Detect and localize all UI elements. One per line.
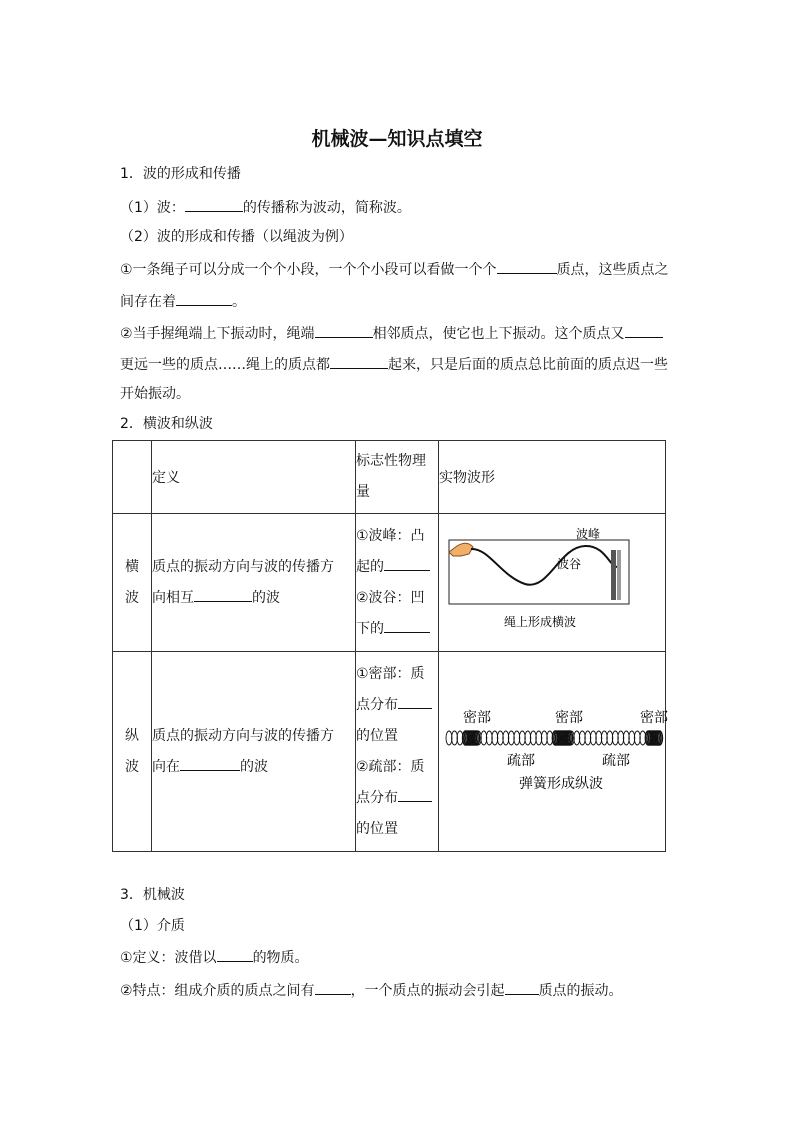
fixed-post <box>611 550 616 600</box>
text-span: 点分布 <box>356 789 398 806</box>
fill-blank[interactable] <box>398 786 432 802</box>
fill-blank[interactable] <box>625 322 663 338</box>
text-span: 的波 <box>240 758 268 775</box>
row-name: 纵 <box>125 727 139 744</box>
dense-label: 密部 <box>640 710 668 726</box>
definition-text: 质点的振动方向与波的传播方 <box>152 727 334 744</box>
quantity-text: ②波谷：凹 <box>356 589 425 606</box>
table-cell <box>152 514 356 652</box>
crest-label: 波峰 <box>576 527 601 541</box>
table-header-cell <box>152 441 356 514</box>
wave-rope <box>471 546 619 585</box>
table-cell <box>439 652 666 852</box>
fill-blank[interactable] <box>330 353 388 369</box>
definition-text: 质点的振动方向与波的传播方 <box>152 558 334 575</box>
section-1-item-3 <box>120 258 669 280</box>
row-name: 波 <box>125 758 139 775</box>
text-span: 间存在着 <box>120 294 176 310</box>
text-span: 质点的振动。 <box>538 983 623 999</box>
text-span: ①一条绳子可以分成一个个小段，一个个小段可以看做一个个 <box>120 262 497 278</box>
table-cell <box>113 652 152 852</box>
page-title: 机械波—知识点填空 <box>311 128 483 150</box>
wave-types-table <box>112 440 666 852</box>
fill-blank[interactable] <box>398 693 432 709</box>
quantity-text <box>356 614 438 645</box>
table-cell <box>113 514 152 652</box>
table-header-cell <box>356 441 439 514</box>
header-figure: 实物波形 <box>439 470 495 486</box>
fill-blank[interactable] <box>180 755 240 771</box>
fill-blank[interactable] <box>217 946 253 962</box>
table-cell <box>356 652 439 852</box>
section-1-item-2: （2）波的形成和传播（以绳波为例） <box>120 229 353 245</box>
table-row-transverse <box>113 514 666 652</box>
fill-blank[interactable] <box>315 322 373 338</box>
fill-blank[interactable] <box>176 290 232 306</box>
quantity-text <box>356 783 438 814</box>
trough-label: 波谷 <box>557 557 582 571</box>
table-cell <box>152 652 356 852</box>
text-span: 向在 <box>152 758 180 775</box>
section-3-item-3 <box>120 979 623 1001</box>
fill-blank[interactable] <box>497 258 557 274</box>
fill-blank[interactable] <box>384 617 430 633</box>
dense-label: 密部 <box>555 710 583 726</box>
fill-blank[interactable] <box>315 979 351 995</box>
quantity-text <box>356 552 438 583</box>
text-span: 更远一些的质点……绳上的质点都 <box>120 357 330 373</box>
table-cell <box>356 514 439 652</box>
text-span: 。 <box>232 294 246 310</box>
table-header-cell <box>113 441 152 514</box>
text-span: 质点，这些质点之 <box>556 262 669 278</box>
section-2-heading: 2．横波和纵波 <box>120 416 213 432</box>
figure-caption: 绳上形成横波 <box>504 615 577 629</box>
sparse-label: 疏部 <box>507 753 535 769</box>
section-3-heading: 3．机械波 <box>120 887 185 903</box>
text-span: 起来，只是后面的质点总比前面的质点迟一些 <box>388 357 668 373</box>
transverse-wave-figure <box>439 514 665 647</box>
row-name: 波 <box>125 589 139 606</box>
sparse-label: 疏部 <box>602 753 630 769</box>
text-span: 的传播称为波动，简称波。 <box>242 200 411 216</box>
table-cell <box>439 514 666 652</box>
text-span: 向相互 <box>152 589 194 606</box>
section-1-item-4 <box>120 322 663 344</box>
table-row-longitudinal <box>113 652 666 852</box>
text-span: 点分布 <box>356 696 398 713</box>
section-3-item-1: （1）介质 <box>120 918 185 934</box>
text-span: 的物质。 <box>252 950 309 966</box>
text-span: ，一个质点的振动会引起 <box>350 983 505 999</box>
text-span: ①定义：波借以 <box>120 950 217 966</box>
longitudinal-wave-figure <box>439 652 668 847</box>
figure-caption: 弹簧形成纵波 <box>519 776 603 792</box>
quantity-text <box>356 690 438 721</box>
text-span: （1）波： <box>120 200 185 216</box>
text-span: 的波 <box>252 589 280 606</box>
header-quantity: 标志性物理 <box>356 453 426 469</box>
fill-blank[interactable] <box>185 196 243 212</box>
table-header-cell <box>439 441 666 514</box>
row-name: 横 <box>125 558 139 575</box>
hand-icon <box>449 543 473 556</box>
fill-blank[interactable] <box>194 586 252 602</box>
text-span: 下的 <box>356 620 384 637</box>
header-definition: 定义 <box>152 470 180 486</box>
section-1-item-1 <box>120 196 411 218</box>
quantity-text: ①密部：质 <box>356 665 425 682</box>
table-header-row <box>113 441 666 514</box>
quantity-text: ②疏部：质 <box>356 758 425 775</box>
text-span: ②当手握绳端上下振动时，绳端 <box>120 326 315 342</box>
text-span: 相邻质点，使它也上下振动。这个质点又 <box>372 326 625 342</box>
quantity-text: 的位置 <box>356 820 398 837</box>
header-quantity: 量 <box>356 484 370 500</box>
definition-text <box>152 752 355 783</box>
dense-label: 密部 <box>463 710 491 726</box>
definition-text <box>152 583 355 614</box>
section-1-heading: 1．波的形成和传播 <box>120 166 241 182</box>
fixed-post <box>617 550 621 600</box>
text-span: ②特点：组成介质的质点之间有 <box>120 983 315 999</box>
spring-coils <box>446 731 663 745</box>
fill-blank[interactable] <box>384 555 430 571</box>
quantity-text: 的位置 <box>356 727 398 744</box>
quantity-text: ①波峰：凸 <box>356 527 425 544</box>
section-3-item-2 <box>120 946 309 968</box>
fill-blank[interactable] <box>505 979 539 995</box>
section-1-item-4-cont <box>120 353 668 375</box>
text-span: 起的 <box>356 558 384 575</box>
section-1-item-3-cont <box>120 290 246 312</box>
section-1-item-4-end: 开始振动。 <box>120 386 190 402</box>
